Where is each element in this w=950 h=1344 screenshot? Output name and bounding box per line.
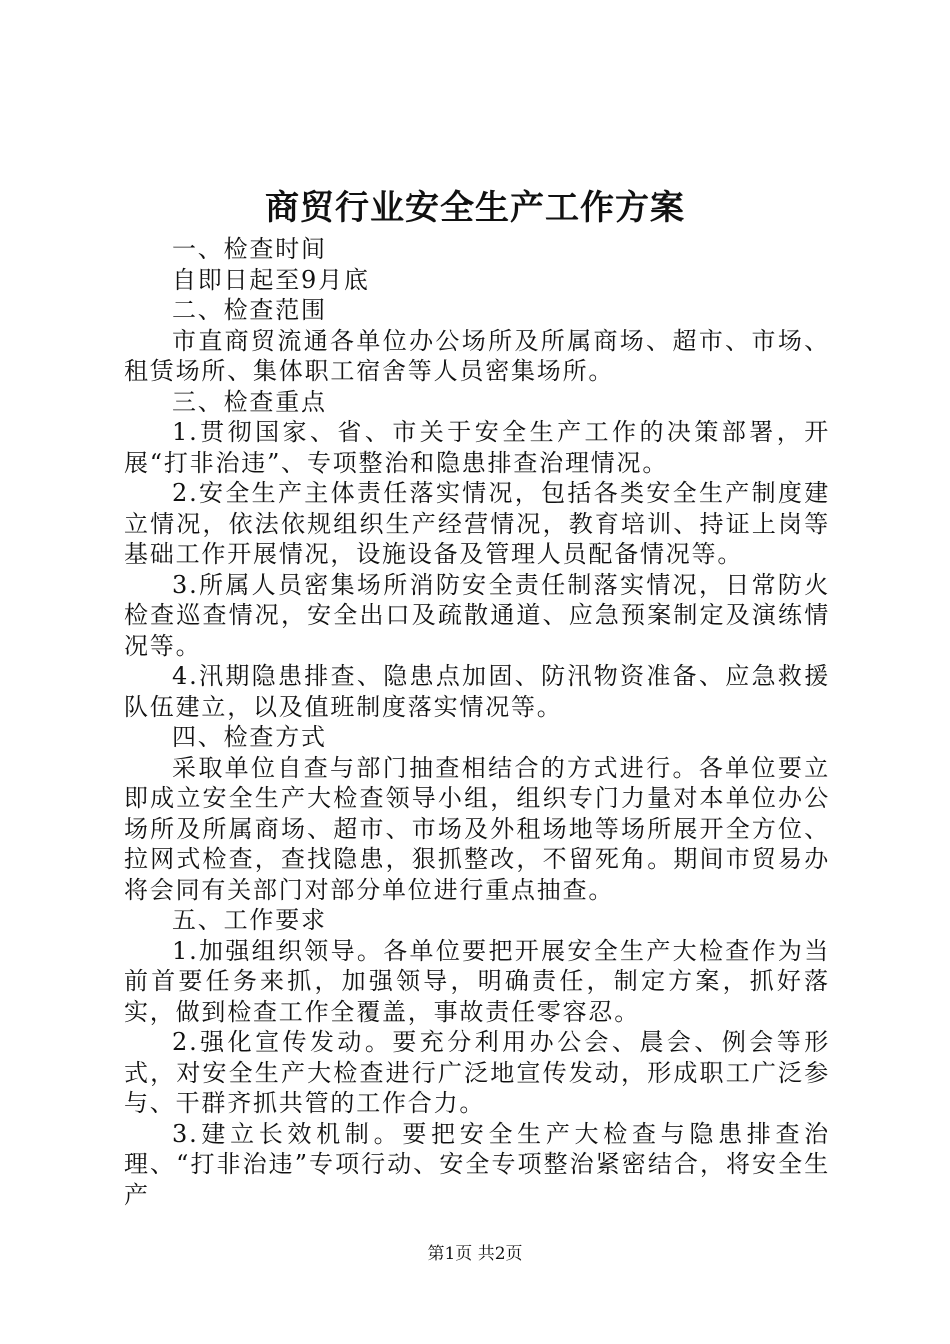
paragraph: 自即日起至9月底 <box>172 265 370 294</box>
paragraph: 1.加强组织领导。各单位要把开展安全生产大检查作为当前首要任务来抓，加强领导，明确责任，制定方案，抓好落实，做到检查工作全覆盖，事故责任零容忍。 <box>124 936 830 1026</box>
page-number: 第1页 共2页 <box>427 1244 523 1264</box>
paragraph: 4.汛期隐患排查、隐患点加固、防汛物资准备、应急救援队伍建立，以及值班制度落实情况等。 <box>124 662 830 721</box>
paragraph: 3.所属人员密集场所消防安全责任制落实情况，日常防火检查巡查情况，安全出口及疏散通道、应急预案制定及演练情况等。 <box>124 570 830 660</box>
section-heading-inspection-focus: 三、检查重点 <box>172 387 327 416</box>
section-heading-inspection-scope: 二、检查范围 <box>172 296 327 324</box>
paragraph: 市直商贸流通各单位办公场所及所属商场、超市、市场、租赁场所、集体职工宿舍等人员密集场所。 <box>124 326 830 385</box>
paragraph: 1.贯彻国家、省、市关于安全生产工作的决策部署，开展“打非治违”、专项整治和隐患排查治理情况。 <box>124 418 830 477</box>
paragraph: 3.建立长效机制。要把安全生产大检查与隐患排查治理、“打非治违”专项行动、安全专项整治紧密结合，将安全生产 <box>124 1119 830 1209</box>
document-body <box>124 234 830 1210</box>
section-heading-inspection-method: 四、检查方式 <box>172 723 327 751</box>
paragraph: 采取单位自查与部门抽查相结合的方式进行。各单位要立即成立安全生产大检查领导小组，组织专门力量对本单位办公场所及所属商场、超市、市场及外租场地等场所展开全方位、拉网式检查，查找隐患，狠抓整改，不留死角。期间市贸易办将会同有关部门对部分单位进行重点抽查。 <box>124 753 830 904</box>
section-heading-work-requirements: 五、工作要求 <box>172 906 327 934</box>
section-heading-inspection-time: 一、检查时间 <box>172 235 327 263</box>
document-title: 商贸行业安全生产工作方案 <box>265 188 685 228</box>
paragraph: 2.强化宣传发动。要充分利用办公会、晨会、例会等形式，对安全生产大检查进行广泛地宣传发动，形成职工广泛参与、干群齐抓共管的工作合力。 <box>124 1028 830 1117</box>
paragraph: 2.安全生产主体责任落实情况，包括各类安全生产制度建立情况，依法依规组织生产经营情况，教育培训、持证上岗等基础工作开展情况，设施设备及管理人员配备情况等。 <box>124 479 830 568</box>
